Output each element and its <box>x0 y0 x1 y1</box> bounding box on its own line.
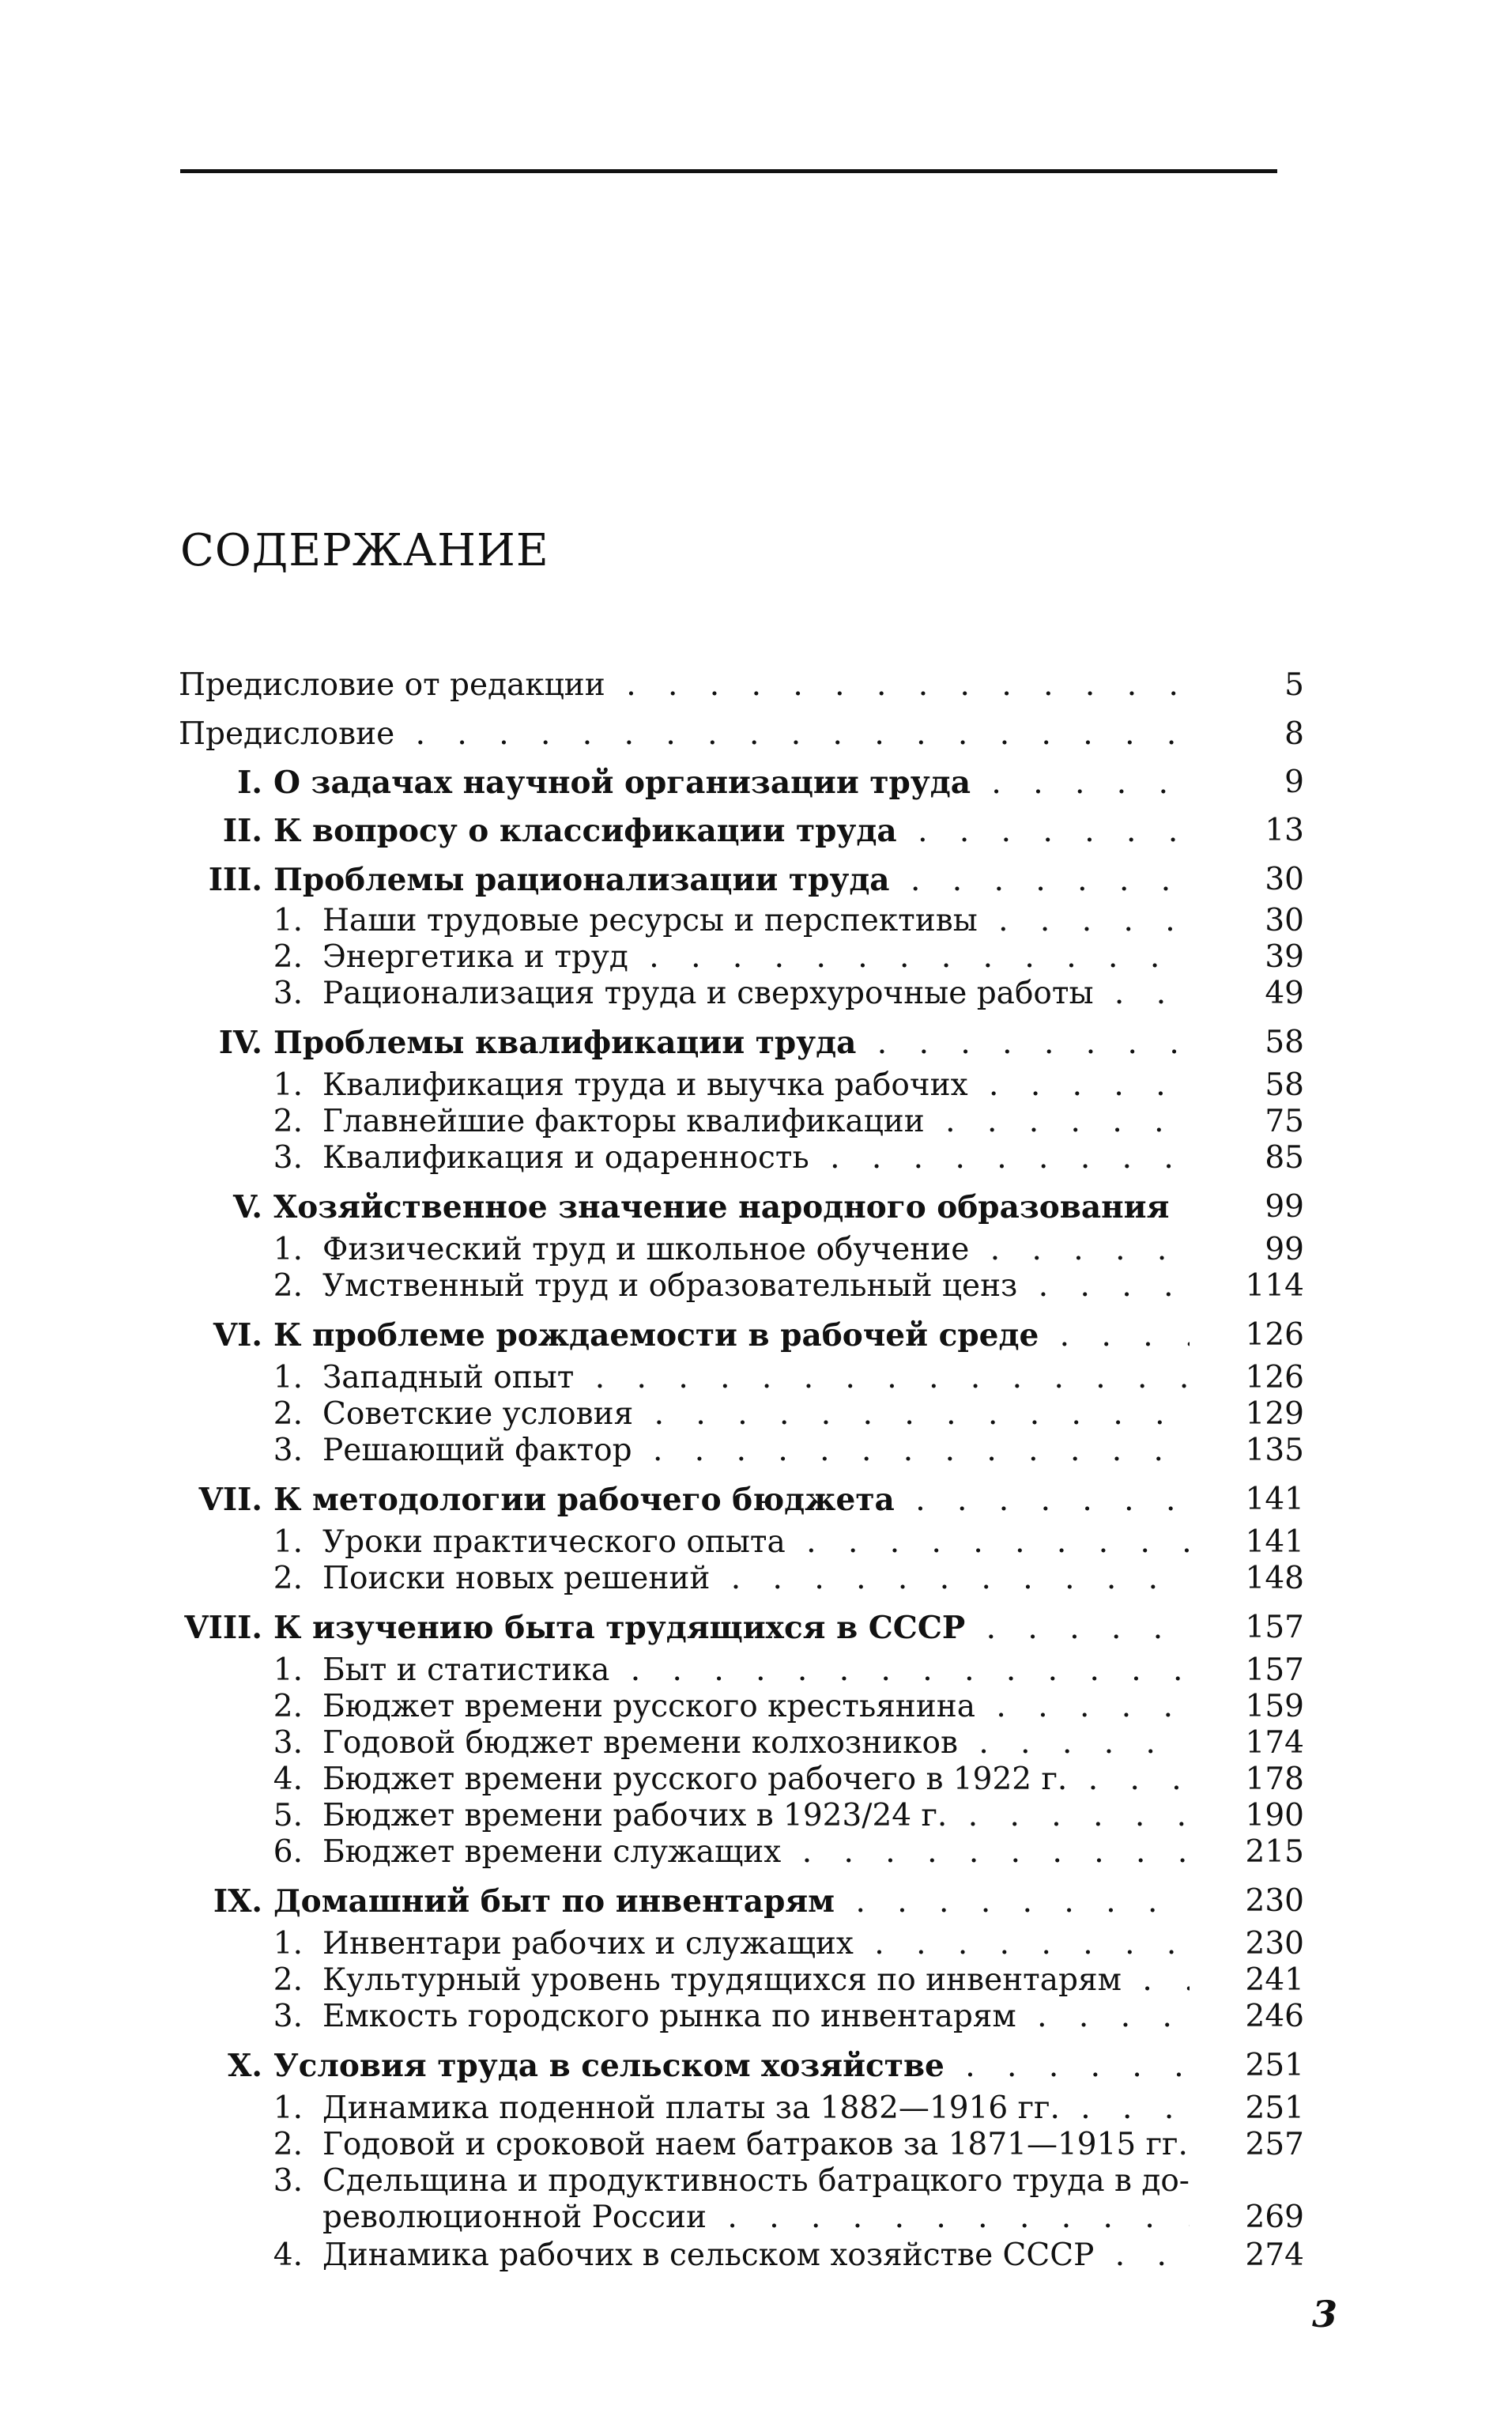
toc-number: 4. <box>273 1762 303 1797</box>
toc-label: Умственный труд и образовательный ценз . . . <box>322 1268 1190 1305</box>
toc-subsection <box>0 1232 1512 1268</box>
toc-label: Бюджет времени русского крестьянина . . . <box>322 1689 1190 1725</box>
toc-page-number: 215 <box>1245 1834 1304 1870</box>
toc-subsection <box>0 1433 1512 1469</box>
toc-number: 3. <box>273 1140 303 1176</box>
toc-number: 3. <box>273 1725 303 1761</box>
toc-label: Советские условия . . . <box>322 1396 1190 1433</box>
toc-subsection <box>0 1104 1512 1140</box>
toc-label: Проблемы квалификации труда . . . <box>273 1025 1190 1062</box>
toc-number: VII. <box>198 1482 262 1518</box>
toc-label: Динамика поденной платы за 1882—1916 гг. . . . <box>322 2090 1190 2127</box>
toc-chapter <box>0 1189 1512 1225</box>
toc-chapter <box>0 1883 1512 1920</box>
toc-label: Быт и статистика . . . <box>322 1652 1190 1689</box>
toc-page-number: 251 <box>1245 2090 1304 2126</box>
toc-label: Годовой и сроковой наем батраков за 1871—1915 гг. . . . <box>322 2127 1190 2163</box>
toc-number: 3. <box>273 1433 303 1468</box>
toc-number: 1. <box>273 1652 303 1688</box>
toc-number: 2. <box>273 1268 303 1304</box>
toc-page-number: 230 <box>1245 1926 1304 1962</box>
toc-subsection <box>0 1360 1512 1396</box>
toc-number: 1. <box>273 1524 303 1560</box>
toc-label: Рационализация труда и сверхурочные работы . . . <box>322 976 1190 1012</box>
toc-label: Главнейшие факторы квалификации . . . <box>322 1104 1190 1140</box>
toc-page-number: 8 <box>1284 716 1304 752</box>
toc-page-number: 159 <box>1245 1689 1304 1724</box>
toc-chapter <box>0 1025 1512 1061</box>
toc-label: Квалификация и одаренность . . . <box>322 1140 1190 1176</box>
toc-subsection <box>0 1762 1512 1798</box>
toc-label: Бюджет времени служащих . . . <box>322 1834 1190 1871</box>
toc-chapter <box>0 1610 1512 1646</box>
toc-subsection <box>0 1067 1512 1104</box>
toc-label: К методологии рабочего бюджета . . . <box>273 1482 1190 1519</box>
toc-label: К вопросу о классификации труда . . . <box>273 813 1190 850</box>
toc-number: 1. <box>273 2090 303 2126</box>
toc-number: 1. <box>273 903 303 938</box>
toc-page-number: 251 <box>1245 2048 1304 2083</box>
top-rule <box>180 169 1277 173</box>
toc-subsection <box>0 1689 1512 1725</box>
toc-label: Культурный уровень трудящихся по инвентарям . . . <box>322 1962 1190 1999</box>
toc-label: Западный опыт . . . <box>322 1360 1190 1396</box>
toc-page-number: 241 <box>1245 1962 1304 1998</box>
toc-number: 2. <box>273 2127 303 2162</box>
toc-page-number: 49 <box>1265 976 1304 1011</box>
toc-subsection <box>0 1798 1512 1834</box>
toc-page-number: 141 <box>1245 1482 1304 1517</box>
toc-number: 6. <box>273 1834 303 1870</box>
toc-number: 2. <box>273 939 303 975</box>
toc-page-number: 99 <box>1265 1232 1304 1267</box>
toc-chapter <box>0 862 1512 898</box>
toc-page-number: 9 <box>1284 765 1304 800</box>
toc-label: Бюджет времени русского рабочего в 1922 г. . . . <box>322 1762 1190 1798</box>
toc-number: 1. <box>273 1232 303 1267</box>
toc-subsection <box>0 1962 1512 1999</box>
toc-label: Наши трудовые ресурсы и перспективы . . . <box>322 903 1190 939</box>
toc-number: 2. <box>273 1104 303 1139</box>
toc-label: Бюджет времени рабочих в 1923/24 г. . . . <box>322 1798 1190 1834</box>
toc-subsection <box>0 1999 1512 2035</box>
toc-label: К проблеме рождаемости в рабочей среде . . . <box>273 1317 1190 1354</box>
toc-label: Физический труд и школьное обучение . . . <box>322 1232 1190 1268</box>
toc-subsection <box>0 2163 1512 2235</box>
toc-label: Квалификация труда и выучка рабочих . . . <box>322 1067 1190 1104</box>
toc-label-continuation: революционной России . . . <box>322 2200 1190 2236</box>
toc-page-number: 274 <box>1245 2237 1304 2273</box>
toc-label: Условия труда в сельском хозяйстве . . . <box>273 2048 1190 2085</box>
toc-subsection <box>0 2237 1512 2274</box>
toc-page-number: 58 <box>1265 1067 1304 1103</box>
toc-number: 3. <box>273 2163 303 2199</box>
toc-subsection <box>0 2127 1512 2163</box>
toc-page-number: 126 <box>1245 1317 1304 1353</box>
toc-page-number: 257 <box>1245 2127 1304 2162</box>
toc-label: Предисловие от редакции . . . <box>179 667 1190 704</box>
toc-page-number: 13 <box>1265 813 1304 848</box>
toc-chapter <box>0 765 1512 801</box>
toc-page-number: 174 <box>1245 1725 1304 1761</box>
toc-number: II. <box>222 813 262 849</box>
toc-page-number: 269 <box>1245 2200 1304 2235</box>
toc-page-number: 157 <box>1245 1610 1304 1645</box>
page-number: 3 <box>1312 2293 1338 2335</box>
toc-label: Уроки практического опыта . . . <box>322 1524 1190 1561</box>
toc-page-number: 148 <box>1245 1561 1304 1596</box>
page-title: СОДЕРЖАНИЕ <box>180 525 549 576</box>
toc-page-number: 30 <box>1265 903 1304 938</box>
toc-front-matter <box>0 667 1512 704</box>
toc-label: Динамика рабочих в сельском хозяйстве СССР . . . <box>322 2237 1190 2274</box>
toc-number: 4. <box>273 2237 303 2273</box>
toc-page-number: 85 <box>1265 1140 1304 1176</box>
toc-page-number: 190 <box>1245 1798 1304 1833</box>
toc-number: 1. <box>273 1360 303 1395</box>
toc-page-number: 126 <box>1245 1360 1304 1395</box>
toc-number: 1. <box>273 1067 303 1103</box>
toc-number: IV. <box>218 1025 262 1061</box>
toc-subsection <box>0 1561 1512 1597</box>
toc-label: Проблемы рационализации труда . . . <box>273 862 1190 899</box>
toc-label: Домашний быт по инвентарям . . . <box>273 1883 1190 1920</box>
toc-number: 2. <box>273 1689 303 1724</box>
toc-page-number: 58 <box>1265 1025 1304 1060</box>
toc-page-number: 178 <box>1245 1762 1304 1797</box>
toc-number: IX. <box>213 1883 262 1920</box>
toc-page-number: 246 <box>1245 1999 1304 2034</box>
toc-page-number: 30 <box>1265 862 1304 897</box>
toc-page-number: 39 <box>1265 939 1304 975</box>
toc-subsection <box>0 1140 1512 1176</box>
toc-number: 5. <box>273 1798 303 1833</box>
toc-number: I. <box>237 765 262 801</box>
toc-number: 2. <box>273 1962 303 1998</box>
toc-number: VIII. <box>184 1610 262 1646</box>
toc-number: VI. <box>213 1317 262 1354</box>
toc-subsection <box>0 976 1512 1012</box>
toc-label: Инвентари рабочих и служащих . . . <box>322 1926 1190 1962</box>
toc-page-number: 5 <box>1284 667 1304 703</box>
toc-chapter <box>0 1482 1512 1518</box>
toc-subsection <box>0 1396 1512 1433</box>
toc-subsection <box>0 1268 1512 1305</box>
toc-label: Сдельщина и продуктивность батрацкого труда в до- <box>322 2163 1190 2199</box>
toc-page-number: 129 <box>1245 1396 1304 1432</box>
toc-number: X. <box>228 2048 262 2084</box>
toc-chapter <box>0 813 1512 849</box>
toc-page-number: 114 <box>1245 1268 1304 1304</box>
toc-subsection <box>0 939 1512 976</box>
toc-subsection <box>0 1524 1512 1561</box>
toc-subsection <box>0 903 1512 939</box>
toc-page-number: 99 <box>1265 1189 1304 1225</box>
toc-label: Поиски новых решений . . . <box>322 1561 1190 1597</box>
toc-label: Емкость городского рынка по инвентарям . . . <box>322 1999 1190 2035</box>
toc-subsection <box>0 1725 1512 1762</box>
toc-subsection <box>0 2090 1512 2127</box>
toc-label: Хозяйственное значение народного образования . . . <box>273 1189 1190 1226</box>
toc-label: О задачах научной организации труда . . . <box>273 765 1190 802</box>
toc-page-number: 135 <box>1245 1433 1304 1468</box>
toc-number: 3. <box>273 976 303 1011</box>
toc-page-number: 75 <box>1265 1104 1304 1139</box>
toc-label: Предисловие . . . <box>179 716 1190 753</box>
toc-number: 2. <box>273 1561 303 1596</box>
toc-label: Годовой бюджет времени колхозников . . . <box>322 1725 1190 1762</box>
toc-chapter <box>0 1317 1512 1354</box>
toc-page-number: 141 <box>1245 1524 1304 1560</box>
toc-number: 3. <box>273 1999 303 2034</box>
toc-front-matter <box>0 716 1512 753</box>
toc-subsection <box>0 1652 1512 1689</box>
toc-number: 2. <box>273 1396 303 1432</box>
toc-number: III. <box>208 862 262 898</box>
toc-number: 1. <box>273 1926 303 1962</box>
toc-chapter <box>0 2048 1512 2084</box>
toc-subsection <box>0 1926 1512 1962</box>
toc-number: V. <box>232 1189 262 1225</box>
toc-page-number: 157 <box>1245 1652 1304 1688</box>
toc-subsection <box>0 1834 1512 1871</box>
toc-label: Энергетика и труд . . . <box>322 939 1190 976</box>
toc-label: К изучению быта трудящихся в СССР . . . <box>273 1610 1190 1647</box>
toc-page-number: 230 <box>1245 1883 1304 1919</box>
toc-label: Решающий фактор . . . <box>322 1433 1190 1469</box>
